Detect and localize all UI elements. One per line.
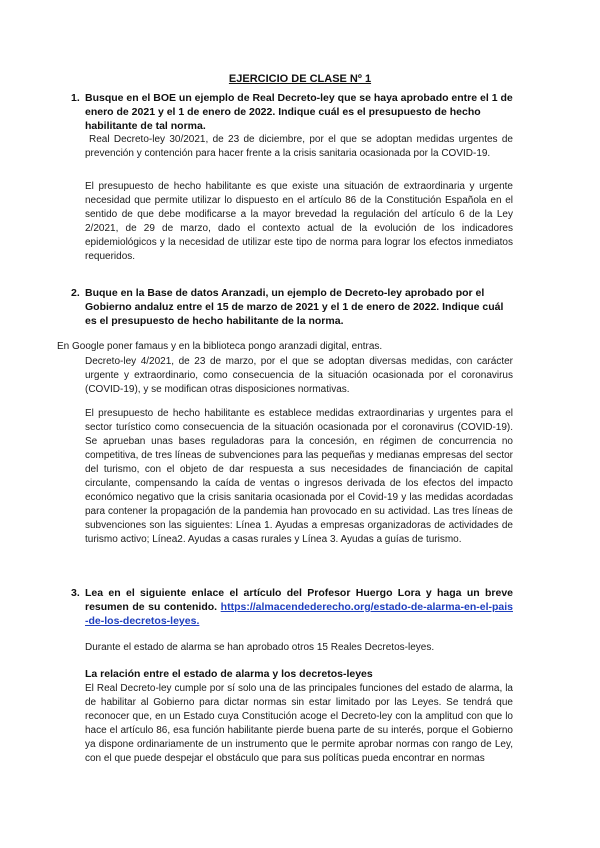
question-3-text: Lea en el siguiente enlace el artículo del Profesor Huergo Lora y haga un breve resumen de su contenido.: [85, 587, 513, 613]
question-2-text: Buque en la Base de datos Aranzadi, un ejemplo de Decreto-ley aprobado por el Gobierno andaluz entre el 15 de marzo de 2021 y el 1 de enero de 2022. Indique cuál es el presupuesto de hecho habilitante de la norma.: [85, 287, 504, 327]
question-1-number: 1.: [71, 92, 80, 104]
question-2-number: 2.: [71, 287, 80, 299]
question-2-answer-habilitating: El presupuesto de hecho habilitante es establece medidas extraordinarias y urgentes para el sector turístico como consecuencia de la situación ocasionada por el coronavirus (COVID-19). Se aprueban unas bases reguladoras para la concesión, en régimen de concurrencia no competitiva, de tres líneas de subvenciones para las pequeñas y medianas empresas del sector del turismo, con el objeto de dar respuesta a sus necesidades de financiación de capital circulante, compensando la caída de ventas o ingresos derivada de los efectos del impacto económico negativo que la crisis sanitaria ocasionada por el Covid-19 y las medidas acordadas para contener la propagación de la pandemia han provocado en su actividad. Las tres líneas de subvenciones son las siguientes: Línea 1. Ayudas a empresas organizadoras de actividades de turismo activo; Línea2. Ayudas a casas rurales y Línea 3. Ayudas a guías de turismo.: [85, 408, 513, 545]
question-3-answer-body: El Real Decreto-ley cumple por sí solo una de las principales funciones del estado de alarma, la de habilitar al Gobierno para dictar normas sin estar limitado por las Leyes. Se tendrá que reconocer que, en un Estado cuya Constitución acoge el Decreto-ley con la amplitud con que lo hace el artículo 86, esa función habilitante pierde buena parte de su interés, porque el Gobierno ya dispone ordinariamente de un instrumento que le permite aprobar normas con rango de Ley, con el que puede despejar el obstáculo que para sus políticas pueda encontrar en normas: [85, 683, 513, 764]
question-1: [71, 91, 513, 133]
question-2-answer-decree: Decreto-ley 4/2021, de 23 de marzo, por el que se adoptan diversas medidas, con carácter urgente y extraordinario, como consecuencia de la situación ocasionada por el coronavirus (COVID-19), y se modifican otras disposiciones normativas.: [85, 356, 513, 395]
section-heading: La relación entre el estado de alarma y los decretos-leyes: [85, 668, 373, 680]
question-3-answer-summary: Durante el estado de alarma se han aprobado otros 15 Reales Decretos-leyes.: [85, 642, 435, 653]
question-1-text: Busque en el BOE un ejemplo de Real Decreto-ley que se haya aprobado entre el 1 de enero de 2021 y el 1 de enero de 2022. Indique cuál es el presupuesto de hecho habilitante de tal norma.: [85, 92, 513, 132]
question-1-answer-decree: Real Decreto-ley 30/2021, de 23 de diciembre, por el que se adoptan medidas urgentes de prevención y contención para hacer frente a la crisis sanitaria ocasionada por la COVID-19.: [85, 134, 513, 159]
question-1-answer-habilitating: El presupuesto de hecho habilitante es que existe una situación de extraordinaria y urgente necesidad que permite utilizar lo dispuesto en el artículo 86 de la Constitución Española en el sentido de que debe modificarse a la mayor brevedad la regulación del artículo 6 de la Ley 2/2021, de 29 de marzo, dado el contexto actual de la evolución de los indicadores epidemiológicos y la necesidad de utilizar este tipo de norma para lograr los efectos inmediatos requeridos.: [85, 181, 513, 262]
question-3: [71, 586, 513, 628]
document-title: EJERCICIO DE CLASE Nº 1: [228, 73, 372, 85]
article-link[interactable]: https://almacendederecho.org/estado-de-alarma-en-el-pais-de-los-decretos-leyes.: [85, 601, 513, 627]
question-2-note: En Google poner famaus y en la biblioteca pongo aranzadi digital, entras.: [57, 341, 383, 352]
question-3-number: 3.: [71, 587, 80, 599]
question-2: [71, 286, 513, 328]
